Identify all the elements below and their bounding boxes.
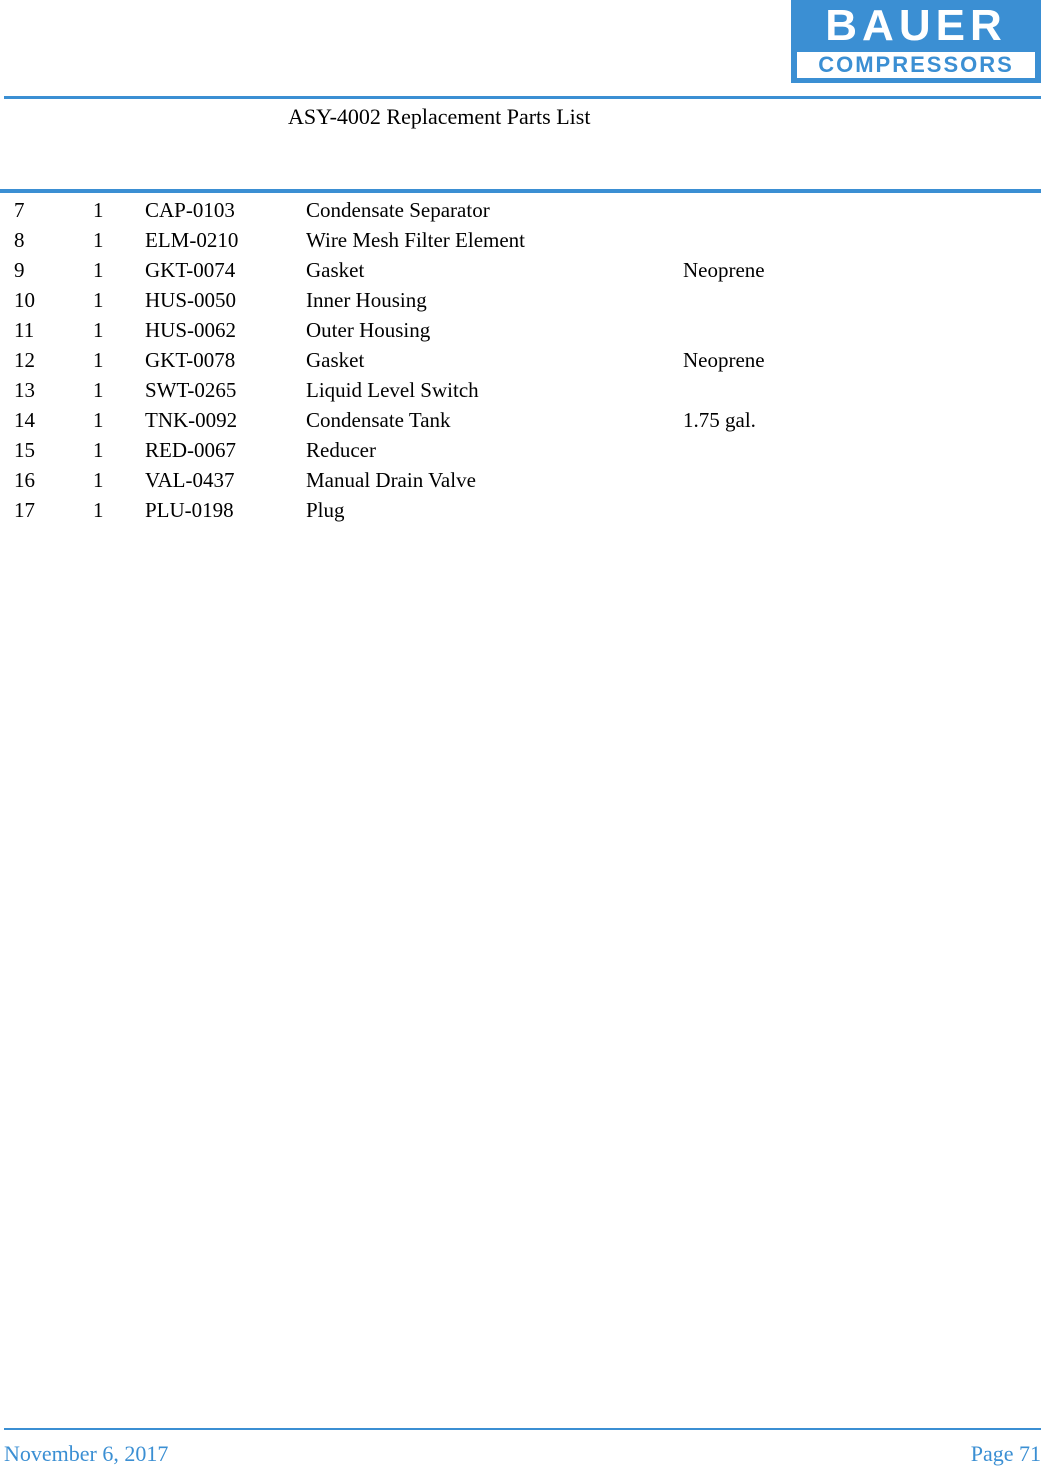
table-row xyxy=(0,315,1041,345)
item-number: 17 xyxy=(14,498,35,522)
quantity: 1 xyxy=(93,198,104,222)
quantity: 1 xyxy=(93,258,104,282)
table-row xyxy=(0,405,1041,435)
description: Condensate Tank xyxy=(306,408,451,432)
quantity: 1 xyxy=(93,318,104,342)
table-row xyxy=(0,345,1041,375)
description: Reducer xyxy=(306,438,376,462)
table-row xyxy=(0,195,1041,225)
quantity: 1 xyxy=(93,468,104,492)
table-row xyxy=(0,285,1041,315)
description: Wire Mesh Filter Element xyxy=(306,228,526,252)
part-number: HUS-0062 xyxy=(145,318,237,342)
table-row xyxy=(0,435,1041,465)
description: Gasket xyxy=(306,348,365,372)
description: Manual Drain Valve xyxy=(306,468,476,492)
part-number: SWT-0265 xyxy=(145,378,237,402)
item-number: 11 xyxy=(14,318,35,342)
note: Neoprene xyxy=(683,348,765,372)
description: Inner Housing xyxy=(306,288,427,312)
item-number: 7 xyxy=(14,198,25,222)
page-title: ASY-4002 Replacement Parts List xyxy=(288,104,591,129)
description: Gasket xyxy=(306,258,365,282)
part-number: PLU-0198 xyxy=(145,498,234,522)
parts-list xyxy=(0,195,1041,525)
logo-wordmark-top: BAUER xyxy=(825,1,1007,50)
item-number: 16 xyxy=(14,468,35,492)
part-number: GKT-0078 xyxy=(145,348,236,372)
part-number: VAL-0437 xyxy=(145,468,235,492)
table-row xyxy=(0,375,1041,405)
note: Neoprene xyxy=(683,258,765,282)
description: Condensate Separator xyxy=(306,198,490,222)
item-number: 12 xyxy=(14,348,35,372)
table-row xyxy=(0,465,1041,495)
quantity: 1 xyxy=(93,288,104,312)
item-number: 10 xyxy=(14,288,35,312)
part-number: RED-0067 xyxy=(145,438,236,462)
bauer-compressors-logo xyxy=(791,0,1041,83)
note: 1.75 gal. xyxy=(683,408,756,432)
table-row xyxy=(0,495,1041,525)
description: Outer Housing xyxy=(306,318,431,342)
table-row xyxy=(0,255,1041,285)
table-divider xyxy=(0,189,1041,193)
item-number: 15 xyxy=(14,438,35,462)
logo-wordmark-bottom: COMPRESSORS xyxy=(818,52,1014,77)
description: Liquid Level Switch xyxy=(306,378,479,402)
item-number: 8 xyxy=(14,228,25,252)
quantity: 1 xyxy=(93,348,104,372)
quantity: 1 xyxy=(93,378,104,402)
footer-divider xyxy=(4,1428,1041,1430)
quantity: 1 xyxy=(93,438,104,462)
footer-page-number: Page 71 xyxy=(970,1441,1041,1466)
quantity: 1 xyxy=(93,228,104,252)
part-number: GKT-0074 xyxy=(145,258,236,282)
description: Plug xyxy=(306,498,345,522)
table-row xyxy=(0,225,1041,255)
logo-wordmark-bottom-box xyxy=(796,51,1036,79)
header-divider xyxy=(4,96,1041,99)
footer-date: November 6, 2017 xyxy=(4,1441,169,1466)
item-number: 13 xyxy=(14,378,35,402)
quantity: 1 xyxy=(93,408,104,432)
part-number: TNK-0092 xyxy=(145,408,238,432)
item-number: 14 xyxy=(14,408,35,432)
quantity: 1 xyxy=(93,498,104,522)
item-number: 9 xyxy=(14,258,25,282)
part-number: ELM-0210 xyxy=(145,228,239,252)
part-number: HUS-0050 xyxy=(145,288,237,312)
part-number: CAP-0103 xyxy=(145,198,235,222)
